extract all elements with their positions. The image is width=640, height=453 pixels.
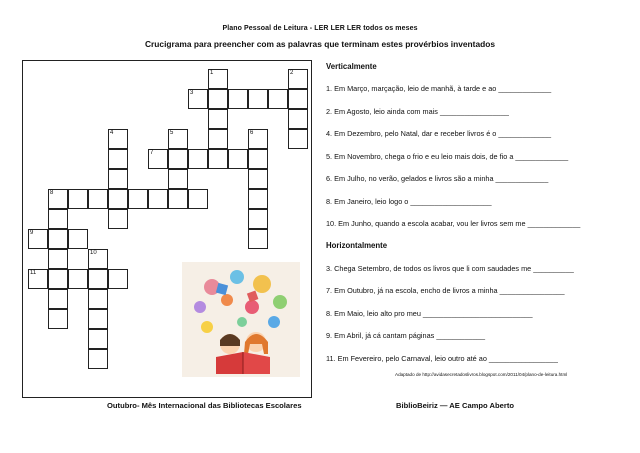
- crossword-cell[interactable]: [88, 269, 108, 289]
- crossword-cell[interactable]: [288, 109, 308, 129]
- crossword-cell[interactable]: [208, 129, 228, 149]
- cell-number: 10: [90, 250, 97, 256]
- crossword-cell[interactable]: [268, 89, 288, 109]
- crossword-cell[interactable]: [88, 189, 108, 209]
- clue-vertical-8: 8. Em Janeiro, leio logo o ____________________: [326, 197, 492, 206]
- crossword-cell[interactable]: [168, 169, 188, 189]
- crossword-cell[interactable]: [28, 229, 48, 249]
- crossword-cell[interactable]: [208, 109, 228, 129]
- cell-number: 9: [30, 230, 34, 236]
- crossword-cell[interactable]: [48, 209, 68, 229]
- crossword-cell[interactable]: [248, 149, 268, 169]
- crossword-cell[interactable]: [288, 129, 308, 149]
- crossword-cell[interactable]: [108, 149, 128, 169]
- cell-number: 2: [290, 70, 294, 76]
- cell-number: 8: [50, 190, 54, 196]
- crossword-cell[interactable]: [248, 169, 268, 189]
- crossword-cell[interactable]: [88, 289, 108, 309]
- footer-right: BiblioBeiriz — AE Campo Aberto: [396, 401, 514, 410]
- crossword-cell[interactable]: [88, 349, 108, 369]
- clue-horizontal-7: 7. Em Outubro, já na escola, encho de livros a minha ________________: [326, 286, 565, 295]
- crossword-cell[interactable]: [48, 289, 68, 309]
- clue-vertical-6: 6. Em Julho, no verão, gelados e livros são a minha _____________: [326, 174, 549, 183]
- clue-horizontal-11: 11. Em Fevereiro, pelo Carnaval, leio outro até ao _________________: [326, 354, 558, 363]
- crossword-cell[interactable]: [248, 209, 268, 229]
- cell-number: 11: [30, 270, 37, 276]
- crossword-cell[interactable]: [48, 309, 68, 329]
- cell-number: 7: [150, 150, 154, 156]
- clue-horizontal-9: 9. Em Abril, já cá cantam páginas ____________: [326, 331, 486, 340]
- crossword-cell[interactable]: [88, 249, 108, 269]
- clue-horizontal-8: 8. Em Maio, leio alto pro meu ___________________________: [326, 309, 533, 318]
- page-title: Plano Pessoal de Leitura - LER LER LER todos os meses: [222, 25, 418, 32]
- crossword-cell[interactable]: [168, 189, 188, 209]
- source-credit: Adaptado de http://avidasecretadoslivros.blogspot.com/2011/04/plano-de-leitura.html: [395, 372, 568, 377]
- crossword-cell[interactable]: [108, 209, 128, 229]
- clue-horizontal-3: 3. Chega Setembro, de todos os livros que li com saudades me __________: [326, 264, 574, 273]
- page-subtitle: Crucigrama para preencher com as palavras que terminam estes provérbios inventados: [144, 39, 496, 49]
- crossword-cell[interactable]: [208, 89, 228, 109]
- crossword-cell[interactable]: [128, 189, 148, 209]
- clue-vertical-4: 4. Em Dezembro, pelo Natal, dar e receber livros é o _____________: [326, 129, 552, 138]
- crossword-cell[interactable]: [68, 269, 88, 289]
- crossword-cell[interactable]: [88, 329, 108, 349]
- crossword-cell[interactable]: [188, 89, 208, 109]
- crossword-cell[interactable]: [248, 229, 268, 249]
- cell-number: 3: [190, 90, 194, 96]
- crossword-cell[interactable]: [208, 149, 228, 169]
- cell-number: 6: [250, 130, 254, 136]
- cell-number: 4: [110, 130, 114, 136]
- crossword-cell[interactable]: [248, 129, 268, 149]
- crossword-cell[interactable]: [108, 269, 128, 289]
- crossword-cell[interactable]: [168, 129, 188, 149]
- crossword-cell[interactable]: [48, 229, 68, 249]
- crossword-cell[interactable]: [48, 189, 68, 209]
- clue-vertical-10: 10. Em Junho, quando a escola acabar, vou ler livros sem me _____________: [326, 219, 581, 228]
- clue-vertical-5: 5. Em Novembro, chega o frio e eu leio mais dois, de fio a _____________: [326, 152, 569, 161]
- crossword-cell[interactable]: [248, 189, 268, 209]
- crossword-cell[interactable]: [148, 149, 168, 169]
- children-reading-book-illustration: [182, 262, 300, 377]
- crossword-cell[interactable]: [188, 189, 208, 209]
- crossword-cell[interactable]: [148, 189, 168, 209]
- clue-vertical-2: 2. Em Agosto, leio ainda com mais _________________: [326, 107, 509, 116]
- crossword-cell[interactable]: [228, 149, 248, 169]
- crossword-cell[interactable]: [88, 309, 108, 329]
- crossword-cell[interactable]: [28, 269, 48, 289]
- horizontal-heading: Horizontalmente: [326, 241, 388, 250]
- crossword-cell[interactable]: [108, 129, 128, 149]
- crossword-cell[interactable]: [68, 189, 88, 209]
- vertical-heading: Verticalmente: [326, 62, 377, 71]
- crossword-cell[interactable]: [188, 149, 208, 169]
- clue-vertical-1: 1. Em Março, marçação, leio de manhã, à tarde e ao _____________: [326, 84, 552, 93]
- cell-number: 5: [170, 130, 174, 136]
- crossword-cell[interactable]: [108, 169, 128, 189]
- crossword-cell[interactable]: [168, 149, 188, 169]
- crossword-cell[interactable]: [48, 269, 68, 289]
- crossword-cell[interactable]: [228, 89, 248, 109]
- crossword-cell[interactable]: [48, 249, 68, 269]
- crossword-cell[interactable]: [108, 189, 128, 209]
- crossword-cell[interactable]: [288, 69, 308, 89]
- crossword-cell[interactable]: [208, 69, 228, 89]
- crossword-cell[interactable]: [68, 229, 88, 249]
- crossword-cell[interactable]: [248, 89, 268, 109]
- crossword-cell[interactable]: [288, 89, 308, 109]
- footer-left: Outubro- Mês Internacional das Bibliotecas Escolares: [107, 401, 302, 410]
- cell-number: 1: [210, 70, 214, 76]
